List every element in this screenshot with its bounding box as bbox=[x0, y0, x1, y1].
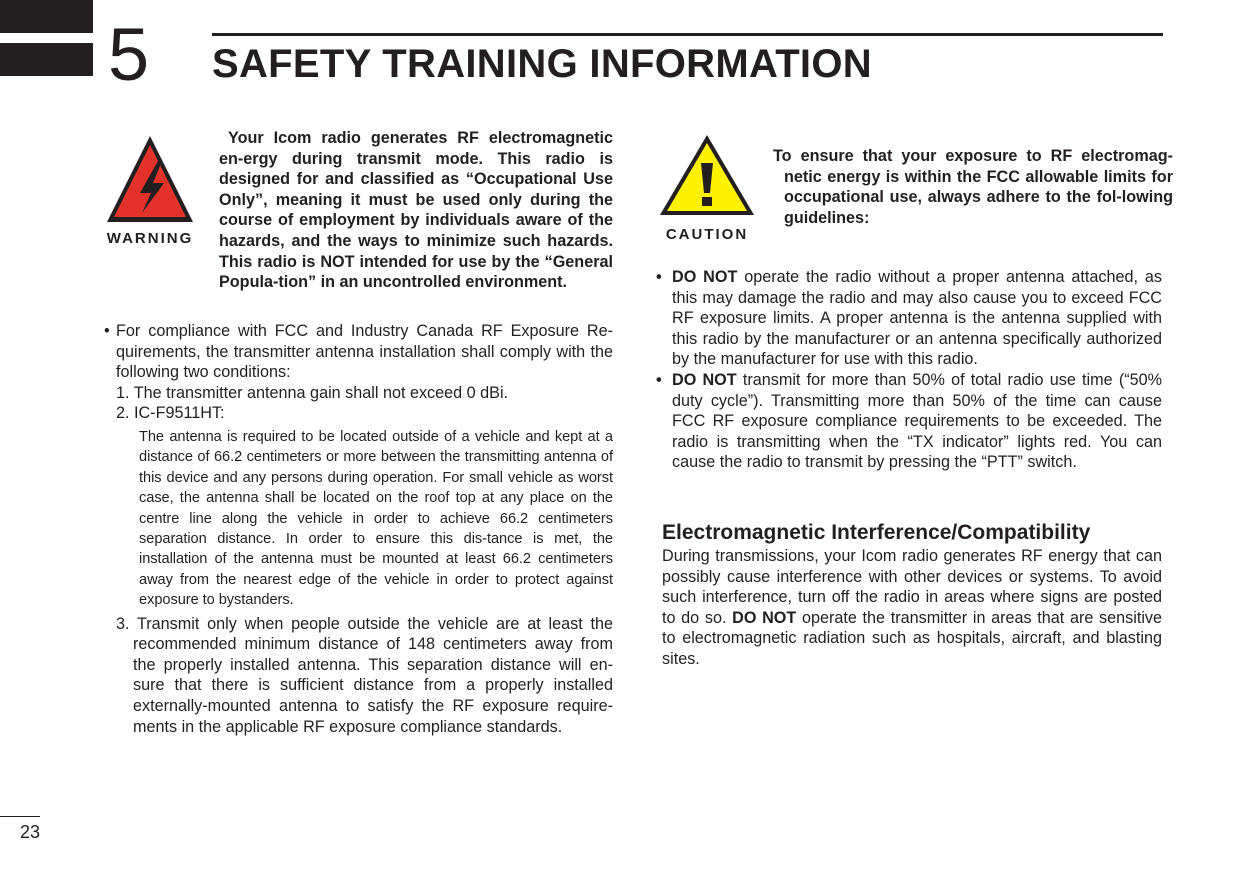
guideline-lead: DO NOT bbox=[672, 370, 737, 389]
compliance-intro: • For compliance with FCC and Industry Canada RF Exposure Re-quirements, the transmitter antenna installation shall comply with the following two conditions: bbox=[104, 322, 613, 382]
footer-rule bbox=[0, 816, 40, 817]
condition-2-detail: The antenna is required to be located outside of a vehicle and kept at a distance of 66.2 centimeters or more between the transmitting antenna of this device and any persons during operation. For small vehicle as worst case, the antenna shall be located on the roof top at any place on the centre line along the vehicle in order to achieve 66.2 centimeters separation distance. In order to ensure this dis-tance is met, the installation of the antenna must be mounted at least 66.2 centimeters away from the nearest edge of the vehicle in order to protect against exposure to bystanders. bbox=[139, 428, 613, 609]
guideline-item bbox=[656, 370, 1162, 473]
section-heading-emi: Electromagnetic Interference/Compatibility bbox=[662, 521, 1091, 544]
condition-3: 3. Transmit only when people outside the vehicle are at least the recommended minimum distance of 148 centimeters away from the properly installed antenna. This separation distance will en-sure that there is sufficient distance from a properly installed externally-mounted antenna to satisfy the RF exposure require-ments in the applicable RF exposure compliance standards. bbox=[116, 614, 613, 736]
guideline-item bbox=[656, 267, 1162, 370]
compliance-section bbox=[104, 321, 613, 737]
caution-triangle-icon bbox=[656, 133, 758, 219]
page-title: SAFETY TRAINING INFORMATION bbox=[212, 42, 872, 86]
condition-1: 1. The transmitter antenna gain shall not exceed 0 dBi. bbox=[116, 383, 509, 402]
caution-sign bbox=[656, 133, 758, 245]
bullet: • bbox=[104, 322, 110, 340]
warning-sign bbox=[104, 133, 196, 245]
header-rule bbox=[212, 33, 1163, 36]
guideline-lead: DO NOT bbox=[672, 268, 738, 286]
chapter-tab-bottom bbox=[0, 43, 93, 76]
caution-label: CAUTION bbox=[665, 226, 749, 243]
warning-label: WARNING bbox=[106, 230, 194, 247]
page-number: 23 bbox=[20, 822, 41, 842]
warning-triangle-icon bbox=[104, 133, 196, 225]
caution-text: To ensure that your exposure to RF electromag-netic energy is within the FCC allowable limits for occupational use, always adhere to the fol-lowing guidelines: bbox=[773, 147, 1173, 227]
guideline-text: operate the radio without a proper antenna attached, as this may damage the radio and may also cause you to exceed FCC RF exposure limits. A proper antenna is the antenna supplied with this radio by the manufacturer or an antenna specifically authorized by the manufacturer for use with this radio. bbox=[672, 268, 1163, 369]
condition-2-title: 2. IC-F9511HT: bbox=[116, 404, 225, 423]
warning-text: Your Icom radio generates RF electromagnetic en-ergy during transmit mode. This radio is designed for and classified as “Occupational Use Only”, meaning it must be used only during the course of employment by individuals aware of the hazards, and the ways to minimize such hazards. This radio is NOT intended for use by the “General Popula-tion” in an uncontrolled environment. bbox=[219, 129, 613, 292]
guidelines-list bbox=[656, 267, 1162, 473]
chapter-tab-top bbox=[0, 0, 93, 33]
bullet: • bbox=[656, 370, 662, 389]
bullet: • bbox=[656, 268, 662, 286]
guideline-text: transmit for more than 50% of total radio use time (“50% duty cycle”). Transmitting more than 50% of the time can cause FCC RF exposure compliance requirements to be exceeded. The radio is transmitting when the “TX indicator” lights red. You can cause the radio to transmit by pressing the “PTT” switch. bbox=[672, 370, 1162, 472]
chapter-number: 5 bbox=[108, 13, 150, 96]
emi-text: During transmissions, your Icom radio generates RF energy that can possibly cause interference with other devices or systems. To avoid such interference, turn off the radio in areas where signs are posted to do so. DO NOT operate the transmitter in areas that are sensitive to electromagnetic radiation such as hospitals, aircraft, and blasting sites. bbox=[662, 547, 1163, 668]
